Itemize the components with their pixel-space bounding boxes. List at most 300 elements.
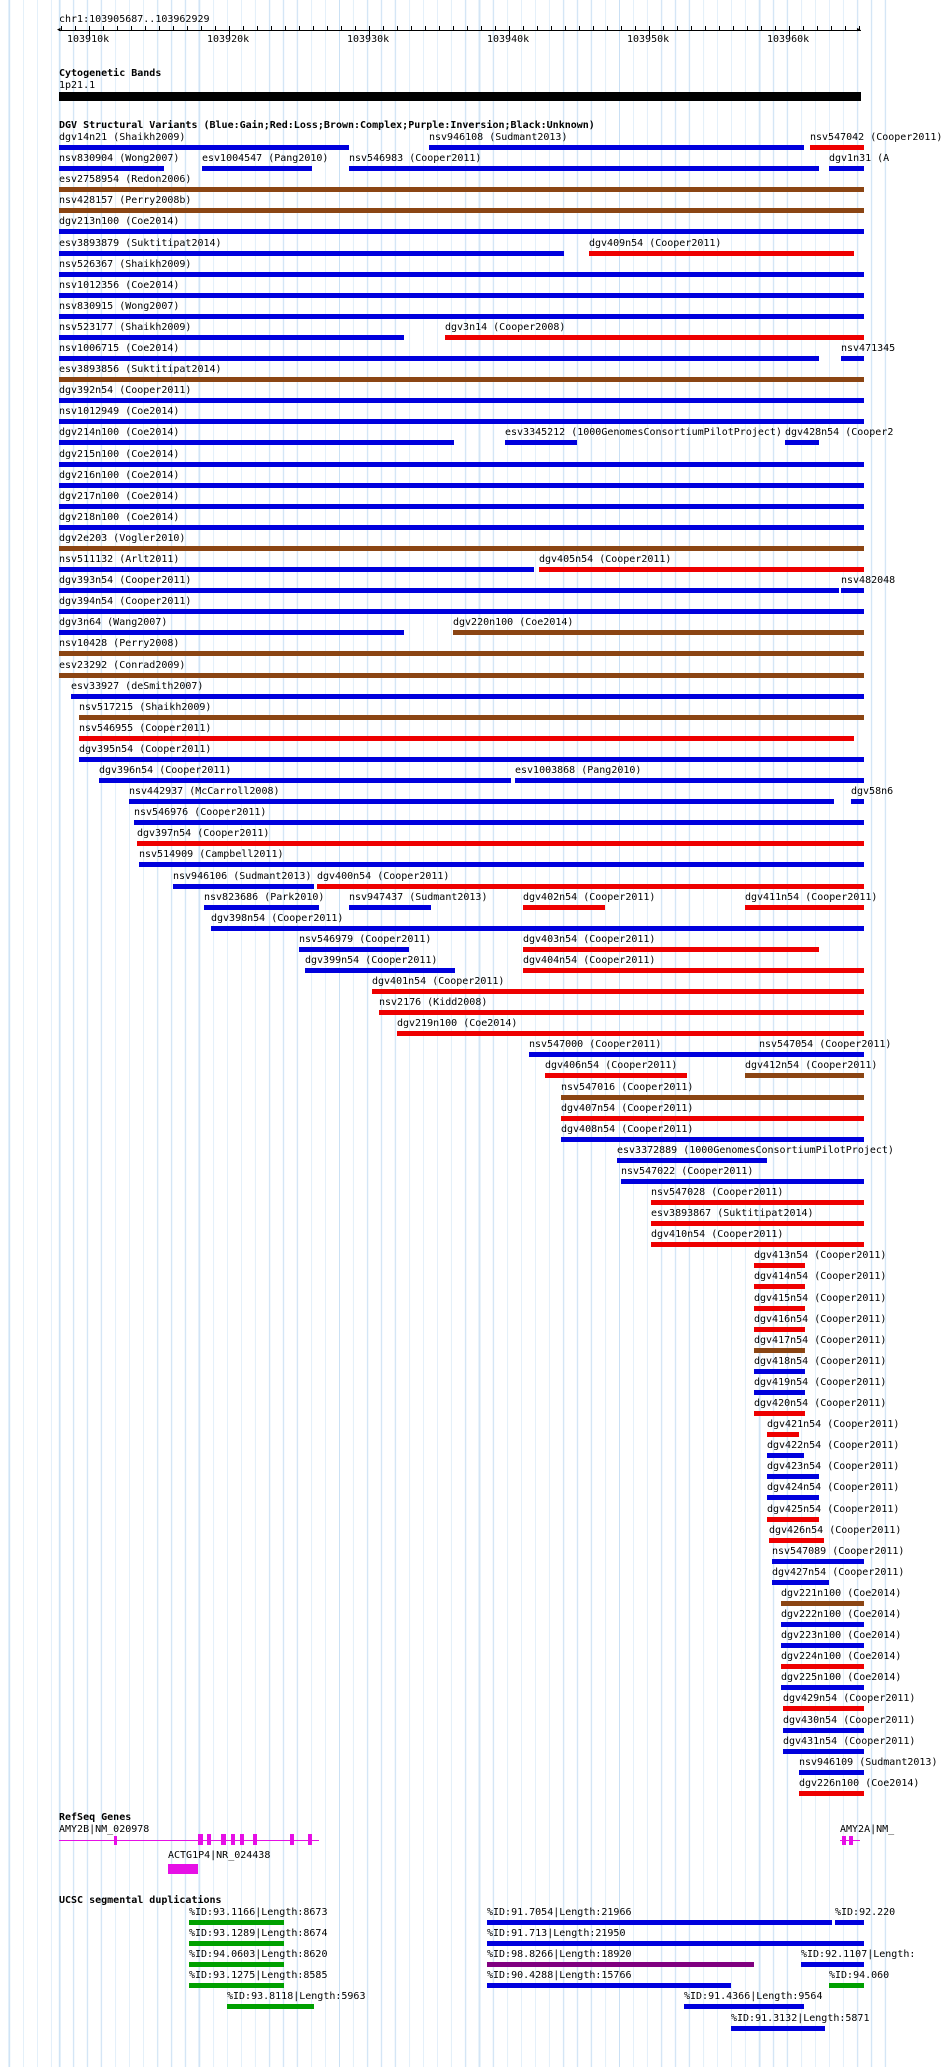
structural-variant-label[interactable]: dgv225n100 (Coe2014) — [781, 1672, 902, 1684]
structural-variant-label[interactable]: nsv830915 (Wong2007) — [59, 300, 180, 312]
structural-variant-bar[interactable] — [59, 588, 839, 593]
structural-variant-bar[interactable] — [561, 1137, 864, 1142]
ruler-minor-tick — [243, 26, 244, 30]
structural-variant-label[interactable]: dgv405n54 (Cooper2011) — [539, 554, 672, 565]
structural-variant-label[interactable]: dgv402n54 (Cooper2011) — [523, 891, 656, 903]
segmental-duplication-label[interactable]: %ID:90.4288|Length:15766 — [487, 1970, 632, 1982]
structural-variant-label[interactable]: dgv424n54 (Cooper2011) — [767, 1482, 900, 1494]
structural-variant-label[interactable]: dgv392n54 (Cooper2011) — [59, 385, 192, 397]
structural-variant-label[interactable]: dgv395n54 (Cooper2011) — [79, 743, 212, 755]
structural-variant-label[interactable]: dgv420n54 (Cooper2011) — [754, 1398, 887, 1409]
structural-variant-label[interactable]: nsv547054 (Cooper2011) — [759, 1039, 892, 1051]
ruler-minor-tick — [327, 26, 328, 30]
ruler-minor-tick — [663, 26, 664, 30]
gene-amy2b-exon — [114, 1836, 117, 1845]
structural-variant-bar[interactable] — [299, 947, 409, 952]
ruler-minor-tick — [817, 26, 818, 30]
structural-variant-bar[interactable] — [523, 968, 864, 973]
ruler-tick-label: 103960k — [767, 34, 810, 45]
structural-variant-bar[interactable] — [305, 968, 455, 973]
structural-variant-bar[interactable] — [767, 1432, 799, 1437]
structural-variant-bar[interactable] — [781, 1643, 864, 1648]
ruler-minor-tick — [411, 26, 412, 30]
structural-variant-bar[interactable] — [529, 1052, 759, 1057]
structural-variant-bar[interactable] — [59, 398, 864, 403]
gene-label-amy2b[interactable]: AMY2B|NM_020978 — [59, 1824, 150, 1835]
ruler-minor-tick — [719, 26, 720, 30]
segmental-duplication-label[interactable]: %ID:98.8266|Length:18920 — [487, 1949, 632, 1961]
structural-variant-bar[interactable] — [349, 905, 431, 910]
structural-variant-bar[interactable] — [841, 356, 864, 361]
structural-variant-label[interactable]: dgv427n54 (Cooper2011) — [772, 1566, 905, 1578]
segmental-duplication-label[interactable]: %ID:91.713|Length:21950 — [487, 1928, 626, 1940]
structural-variant-bar[interactable] — [59, 377, 864, 382]
structural-variant-bar[interactable] — [445, 335, 864, 340]
structural-variant-label[interactable]: dgv215n100 (Coe2014) — [59, 448, 180, 460]
segmental-duplication-bar[interactable] — [487, 1941, 864, 1946]
segmental-duplication-bar[interactable] — [684, 2004, 804, 2009]
structural-variant-label[interactable]: nsv546955 (Cooper2011) — [79, 722, 212, 734]
ruler-minor-tick — [467, 26, 468, 30]
ruler-minor-tick — [187, 26, 188, 30]
structural-variant-bar[interactable] — [79, 715, 864, 720]
structural-variant-label[interactable]: esv3893879 (Suktitipat2014) — [59, 237, 222, 249]
structural-variant-label[interactable]: dgv213n100 (Coe2014) — [59, 216, 180, 228]
ruler-minor-tick — [607, 26, 608, 30]
structural-variant-label[interactable]: dgv393n54 (Cooper2011) — [59, 575, 192, 587]
structural-variant-bar[interactable] — [71, 694, 864, 699]
structural-variant-label[interactable]: dgv408n54 (Cooper2011) — [561, 1123, 694, 1135]
segmental-duplication-label[interactable]: %ID:93.8118|Length:5963 — [227, 1991, 366, 2003]
ruler-left-arrow-icon[interactable]: ◂ — [56, 25, 62, 35]
structural-variant-label[interactable]: dgv397n54 (Cooper2011) — [137, 828, 270, 840]
structural-variant-bar[interactable] — [59, 208, 864, 213]
structural-variant-bar[interactable] — [317, 884, 864, 889]
segmental-duplication-bar[interactable] — [189, 1983, 284, 1988]
structural-variant-bar[interactable] — [754, 1369, 805, 1374]
ruler-right-arrow-icon[interactable]: ▸ — [856, 25, 862, 35]
structural-variant-bar[interactable] — [781, 1685, 864, 1690]
ruler-minor-tick — [803, 26, 804, 30]
refseq-track-title: RefSeq Genes — [59, 1812, 132, 1823]
structural-variant-label[interactable]: dgv220n100 (Coe2014) — [453, 617, 574, 629]
segmental-duplication-bar[interactable] — [829, 1983, 864, 1988]
ruler-axis — [59, 30, 861, 31]
structural-variant-label[interactable]: dgv425n54 (Cooper2011) — [767, 1503, 900, 1515]
structural-variant-bar[interactable] — [754, 1263, 805, 1268]
structural-variant-bar[interactable] — [754, 1306, 805, 1311]
structural-variant-bar[interactable] — [349, 166, 819, 171]
structural-variant-label[interactable]: esv3893867 (Suktitipat2014) — [651, 1208, 814, 1220]
segmental-duplication-label[interactable]: %ID:93.1166|Length:8673 — [189, 1907, 328, 1918]
structural-variant-label[interactable]: dgv224n100 (Coe2014) — [781, 1651, 902, 1663]
structural-variant-label[interactable]: nsv511132 (Arlt2011) — [59, 554, 180, 565]
structural-variant-bar[interactable] — [59, 166, 164, 171]
ruler-minor-tick — [439, 26, 440, 30]
structural-variant-bar[interactable] — [617, 1158, 767, 1163]
structural-variant-label[interactable]: nsv523177 (Shaikh2009) — [59, 321, 192, 333]
ruler-tick-label: 103950k — [627, 34, 670, 45]
gene-label-amy2a[interactable]: AMY2A|NM_ — [840, 1824, 895, 1835]
structural-variant-bar[interactable] — [785, 440, 819, 445]
ruler-minor-tick — [775, 26, 776, 30]
segmental-duplication-bar[interactable] — [487, 1962, 754, 1967]
structural-variant-bar[interactable] — [772, 1559, 864, 1564]
structural-variant-bar[interactable] — [129, 799, 834, 804]
structural-variant-bar[interactable] — [745, 905, 864, 910]
structural-variant-bar[interactable] — [59, 187, 864, 192]
structural-variant-bar[interactable] — [59, 272, 864, 277]
structural-variant-label[interactable]: nsv547016 (Cooper2011) — [561, 1081, 694, 1093]
structural-variant-label[interactable]: dgv429n54 (Cooper2011) — [783, 1693, 916, 1705]
ruler-minor-tick — [789, 26, 790, 30]
ruler-minor-tick — [341, 26, 342, 30]
structural-variant-bar[interactable] — [759, 1052, 864, 1057]
structural-variant-bar[interactable] — [621, 1179, 864, 1184]
structural-variant-bar[interactable] — [754, 1284, 805, 1289]
segmental-duplication-bar[interactable] — [189, 1962, 284, 1967]
structural-variant-bar[interactable] — [545, 1073, 687, 1078]
ruler-minor-tick — [299, 26, 300, 30]
gene-label-actg1p4[interactable]: ACTG1P4|NR_024438 — [168, 1850, 271, 1861]
structural-variant-label[interactable]: dgv3n14 (Cooper2008) — [445, 321, 566, 333]
structural-variant-bar[interactable] — [754, 1348, 805, 1353]
gene-amy2b-exon — [290, 1834, 294, 1845]
structural-variant-bar[interactable] — [783, 1728, 864, 1733]
structural-variant-label[interactable]: nsv547042 (Cooper2011) — [810, 132, 942, 143]
structural-variant-bar[interactable] — [79, 736, 854, 741]
structural-variant-bar[interactable] — [799, 1791, 864, 1796]
structural-variant-bar[interactable] — [539, 567, 864, 572]
structural-variant-bar[interactable] — [202, 166, 312, 171]
structural-variant-bar[interactable] — [59, 546, 864, 551]
gene-amy2b-exon — [253, 1834, 257, 1845]
ruler-minor-tick — [551, 26, 552, 30]
structural-variant-bar[interactable] — [515, 778, 864, 783]
segmental-duplication-label[interactable]: %ID:92.220 — [835, 1907, 896, 1918]
structural-variant-bar[interactable] — [59, 630, 404, 635]
structural-variant-bar[interactable] — [841, 588, 864, 593]
ruler-minor-tick — [103, 26, 104, 30]
structural-variant-bar[interactable] — [372, 989, 864, 994]
structural-variant-label[interactable]: nsv547028 (Cooper2011) — [651, 1187, 784, 1198]
structural-variant-label[interactable]: dgv417n54 (Cooper2011) — [754, 1334, 887, 1346]
structural-variant-bar[interactable] — [589, 251, 854, 256]
segmental-duplication-label[interactable]: %ID:94.060 — [829, 1970, 890, 1982]
structural-variant-label[interactable]: esv2758954 (Redon2006) — [59, 174, 192, 186]
structural-variant-label[interactable]: dgv3n64 (Wang2007) — [59, 617, 168, 629]
structural-variant-bar[interactable] — [59, 462, 864, 467]
structural-variant-label[interactable]: nsv947437 (Sudmant2013) — [349, 891, 488, 903]
gene-amy2b-exon — [308, 1834, 312, 1845]
structural-variant-bar[interactable] — [59, 356, 819, 361]
structural-variant-label[interactable]: dgv414n54 (Cooper2011) — [754, 1271, 887, 1283]
structural-variant-label[interactable]: nsv482048 — [841, 575, 896, 587]
structural-variant-label[interactable]: nsv526367 (Shaikh2009) — [59, 258, 192, 270]
structural-variant-bar[interactable] — [745, 1073, 864, 1078]
structural-variant-label[interactable]: nsv10428 (Perry2008) — [59, 638, 180, 650]
segmental-duplication-bar[interactable] — [189, 1941, 284, 1946]
ruler-minor-tick — [635, 26, 636, 30]
structural-variant-label[interactable]: dgv222n100 (Coe2014) — [781, 1609, 902, 1620]
structural-variant-bar[interactable] — [59, 567, 534, 572]
structural-variant-label[interactable]: dgv396n54 (Cooper2011) — [99, 765, 232, 776]
cytoband-label: 1p21.1 — [59, 80, 96, 91]
structural-variant-label[interactable]: nsv1006715 (Coe2014) — [59, 343, 180, 354]
structural-variant-bar[interactable] — [173, 884, 314, 889]
structural-variant-label[interactable]: dgv413n54 (Cooper2011) — [754, 1250, 887, 1262]
segmental-duplication-bar[interactable] — [189, 1920, 284, 1925]
location-label: chr1:103905687..103962929 — [59, 14, 210, 25]
structural-variant-bar[interactable] — [561, 1095, 864, 1100]
structural-variant-label[interactable]: esv1003868 (Pang2010) — [515, 765, 642, 776]
structural-variant-label[interactable]: dgv410n54 (Cooper2011) — [651, 1229, 784, 1241]
segmental-duplication-bar[interactable] — [835, 1920, 864, 1925]
structural-variant-label[interactable]: nsv830904 (Wong2007) — [59, 153, 180, 165]
structural-variant-bar[interactable] — [767, 1453, 804, 1458]
structural-variant-label[interactable]: nsv547089 (Cooper2011) — [772, 1545, 905, 1557]
gene-amy2a-exon — [842, 1836, 846, 1845]
structural-variant-label[interactable]: nsv2176 (Kidd2008) — [379, 997, 488, 1009]
segmental-duplication-bar[interactable] — [731, 2026, 825, 2031]
structural-variant-bar[interactable] — [767, 1474, 819, 1479]
structural-variant-label[interactable]: dgv423n54 (Cooper2011) — [767, 1461, 900, 1473]
structural-variant-bar[interactable] — [211, 926, 864, 931]
structural-variant-bar[interactable] — [523, 947, 819, 952]
structural-variant-bar[interactable] — [783, 1749, 864, 1754]
structural-variant-label[interactable]: dgv400n54 (Cooper2011) — [317, 870, 450, 882]
structural-variant-bar[interactable] — [397, 1031, 864, 1036]
ruler-minor-tick — [733, 26, 734, 30]
dgv-track-title: DGV Structural Variants (Blue:Gain;Red:Loss;Brown:Complex;Purple:Inversion;Black:Unknown) — [59, 120, 595, 131]
structural-variant-bar[interactable] — [379, 1010, 864, 1015]
gene-amy2b-exon — [221, 1834, 226, 1845]
structural-variant-bar[interactable] — [781, 1622, 864, 1627]
structural-variant-label[interactable]: dgv406n54 (Cooper2011) — [545, 1060, 678, 1072]
structural-variant-bar[interactable] — [79, 757, 864, 762]
ruler-tick-label: 103910k — [67, 34, 110, 45]
structural-variant-label[interactable]: dgv430n54 (Cooper2011) — [783, 1714, 916, 1726]
structural-variant-label[interactable]: dgv216n100 (Coe2014) — [59, 469, 180, 481]
structural-variant-bar[interactable] — [651, 1221, 864, 1226]
structural-variant-bar[interactable] — [783, 1706, 864, 1711]
structural-variant-label[interactable]: esv1004547 (Pang2010) — [202, 153, 329, 165]
cytobands-track-title: Cytogenetic Bands — [59, 68, 162, 79]
structural-variant-label[interactable]: dgv218n100 (Coe2014) — [59, 511, 180, 523]
structural-variant-bar[interactable] — [781, 1664, 864, 1669]
structural-variant-label[interactable]: dgv399n54 (Cooper2011) — [305, 954, 438, 966]
structural-variant-label[interactable]: dgv431n54 (Cooper2011) — [783, 1735, 916, 1747]
structural-variant-bar[interactable] — [139, 862, 864, 867]
ruler-minor-tick — [621, 26, 622, 30]
structural-variant-bar[interactable] — [523, 905, 605, 910]
structural-variant-label[interactable]: nsv1012949 (Coe2014) — [59, 406, 180, 418]
structural-variant-bar[interactable] — [204, 905, 319, 910]
ruler-minor-tick — [355, 26, 356, 30]
structural-variant-label[interactable]: nsv471345 — [841, 343, 896, 354]
structural-variant-bar[interactable] — [59, 314, 864, 319]
structural-variant-bar[interactable] — [59, 440, 454, 445]
structural-variant-bar[interactable] — [59, 251, 564, 256]
structural-variant-bar[interactable] — [59, 673, 864, 678]
structural-variant-label[interactable]: esv3893856 (Suktitipat2014) — [59, 364, 222, 376]
structural-variant-bar[interactable] — [59, 525, 864, 530]
ruler-minor-tick — [285, 26, 286, 30]
structural-variant-label[interactable]: nsv442937 (McCarroll2008) — [129, 786, 280, 798]
structural-variant-bar[interactable] — [767, 1495, 819, 1500]
structural-variant-label[interactable]: dgv416n54 (Cooper2011) — [754, 1313, 887, 1325]
ruler-minor-tick — [453, 26, 454, 30]
ruler-minor-tick — [747, 26, 748, 30]
structural-variant-bar[interactable] — [769, 1538, 824, 1543]
ruler-minor-tick — [75, 26, 76, 30]
ruler-minor-tick — [649, 26, 650, 30]
structural-variant-label[interactable]: dgv409n54 (Cooper2011) — [589, 237, 722, 249]
structural-variant-label[interactable]: dgv422n54 (Cooper2011) — [767, 1440, 900, 1452]
structural-variant-label[interactable]: dgv2e203 (Vogler2010) — [59, 532, 186, 544]
structural-variant-label[interactable]: nsv946108 (Sudmant2013) — [429, 132, 568, 143]
structural-variant-label[interactable]: nsv428157 (Perry2008b) — [59, 195, 192, 207]
structural-variant-bar[interactable] — [59, 145, 349, 150]
structural-variant-bar[interactable] — [59, 483, 864, 488]
ruler-tick-label: 103930k — [347, 34, 390, 45]
ruler-minor-tick — [117, 26, 118, 30]
ruler-tick-label: 103920k — [207, 34, 250, 45]
structural-variant-label[interactable]: nsv546983 (Cooper2011) — [349, 153, 482, 165]
structural-variant-bar[interactable] — [99, 778, 511, 783]
ruler-minor-tick — [845, 26, 846, 30]
structural-variant-label[interactable]: nsv547022 (Cooper2011) — [621, 1165, 754, 1177]
structural-variant-bar[interactable] — [754, 1327, 805, 1332]
structural-variant-bar[interactable] — [59, 293, 864, 298]
structural-variant-label[interactable]: dgv401n54 (Cooper2011) — [372, 976, 505, 987]
structural-variant-label[interactable]: dgv419n54 (Cooper2011) — [754, 1376, 887, 1388]
structural-variant-bar[interactable] — [59, 609, 864, 614]
segdup-track-title: UCSC segmental duplications — [59, 1895, 222, 1906]
structural-variant-bar[interactable] — [851, 799, 864, 804]
segmental-duplication-bar[interactable] — [801, 1962, 864, 1967]
gene-amy2b-intron[interactable] — [59, 1840, 319, 1841]
gene-actg1p4-exon[interactable] — [168, 1864, 198, 1874]
ruler-minor-tick — [831, 26, 832, 30]
structural-variant-label[interactable]: dgv217n100 (Coe2014) — [59, 490, 180, 502]
structural-variant-label[interactable]: dgv421n54 (Cooper2011) — [767, 1419, 900, 1431]
structural-variant-bar[interactable] — [767, 1517, 819, 1522]
ruler-minor-tick — [173, 26, 174, 30]
structural-variant-label[interactable]: dgv403n54 (Cooper2011) — [523, 933, 656, 945]
structural-variant-label[interactable]: nsv946106 (Sudmant2013) — [173, 870, 312, 882]
structural-variant-label[interactable]: dgv428n54 (Cooper2 — [785, 427, 894, 439]
structural-variant-label[interactable]: esv3372889 (1000GenomesConsortiumPilotProject) — [617, 1144, 894, 1156]
structural-variant-bar[interactable] — [754, 1411, 805, 1416]
structural-variant-bar[interactable] — [59, 504, 864, 509]
segmental-duplication-label[interactable]: %ID:91.7054|Length:21966 — [487, 1907, 632, 1918]
structural-variant-label[interactable]: nsv946109 (Sudmant2013) — [799, 1756, 938, 1768]
structural-variant-bar[interactable] — [134, 820, 864, 825]
segmental-duplication-label[interactable]: %ID:93.1289|Length:8674 — [189, 1928, 328, 1940]
ruler-minor-tick — [215, 26, 216, 30]
ruler-minor-tick — [369, 26, 370, 30]
structural-variant-label[interactable]: dgv412n54 (Cooper2011) — [745, 1060, 878, 1072]
structural-variant-bar[interactable] — [772, 1580, 829, 1585]
structural-variant-bar[interactable] — [429, 145, 804, 150]
structural-variant-bar[interactable] — [829, 166, 864, 171]
structural-variant-label[interactable]: nsv517215 (Shaikh2009) — [79, 701, 212, 713]
segmental-duplication-bar[interactable] — [227, 2004, 314, 2009]
structural-variant-bar[interactable] — [754, 1390, 805, 1395]
structural-variant-label[interactable]: dgv214n100 (Coe2014) — [59, 427, 180, 439]
segmental-duplication-label[interactable]: %ID:94.0603|Length:8620 — [189, 1949, 328, 1961]
structural-variant-bar[interactable] — [781, 1601, 864, 1606]
ruler-minor-tick — [481, 26, 482, 30]
structural-variant-label[interactable]: dgv411n54 (Cooper2011) — [745, 891, 878, 903]
structural-variant-bar[interactable] — [59, 651, 864, 656]
segmental-duplication-label[interactable]: %ID:91.4366|Length:9564 — [684, 1991, 823, 2003]
structural-variant-bar[interactable] — [59, 419, 864, 424]
segmental-duplication-label[interactable]: %ID:93.1275|Length:8585 — [189, 1970, 328, 1982]
structural-variant-label[interactable]: dgv219n100 (Coe2014) — [397, 1018, 518, 1030]
gene-amy2b-exon — [198, 1834, 203, 1845]
structural-variant-label[interactable]: nsv546979 (Cooper2011) — [299, 933, 432, 945]
structural-variant-label[interactable]: dgv394n54 (Cooper2011) — [59, 596, 192, 608]
structural-variant-label[interactable]: dgv426n54 (Cooper2011) — [769, 1524, 902, 1536]
structural-variant-label[interactable]: dgv226n100 (Coe2014) — [799, 1777, 920, 1789]
structural-variant-label[interactable]: dgv418n54 (Cooper2011) — [754, 1355, 887, 1367]
structural-variant-label[interactable]: nsv823686 (Park2010) — [204, 891, 325, 903]
structural-variant-label[interactable]: dgv398n54 (Cooper2011) — [211, 912, 344, 924]
structural-variant-bar[interactable] — [453, 630, 864, 635]
structural-variant-bar[interactable] — [651, 1200, 864, 1205]
structural-variant-label[interactable]: dgv14n21 (Shaikh2009) — [59, 132, 186, 143]
structural-variant-label[interactable]: nsv514909 (Campbell2011) — [139, 849, 284, 861]
structural-variant-label[interactable]: esv23292 (Conrad2009) — [59, 659, 186, 671]
structural-variant-bar[interactable] — [137, 841, 864, 846]
structural-variant-label[interactable]: dgv1n31 (A — [829, 153, 890, 165]
structural-variant-label[interactable]: nsv546976 (Cooper2011) — [134, 807, 267, 819]
structural-variant-bar[interactable] — [505, 440, 577, 445]
structural-variant-bar[interactable] — [799, 1770, 864, 1775]
ruler-minor-tick — [579, 26, 580, 30]
segmental-duplication-bar[interactable] — [487, 1983, 731, 1988]
structural-variant-bar[interactable] — [561, 1116, 864, 1121]
ruler-minor-tick — [509, 26, 510, 30]
structural-variant-label[interactable]: nsv547000 (Cooper2011) — [529, 1039, 662, 1051]
gene-amy2a-exon — [849, 1836, 853, 1845]
structural-variant-label[interactable]: dgv58n6 — [851, 786, 894, 798]
structural-variant-label[interactable]: dgv221n100 (Coe2014) — [781, 1587, 902, 1599]
segmental-duplication-label[interactable]: %ID:92.1107|Length: — [801, 1949, 916, 1961]
structural-variant-bar[interactable] — [59, 229, 864, 234]
structural-variant-label[interactable]: dgv407n54 (Cooper2011) — [561, 1102, 694, 1114]
ruler-minor-tick — [131, 26, 132, 30]
ruler-minor-tick — [761, 26, 762, 30]
structural-variant-bar[interactable] — [59, 335, 404, 340]
structural-variant-bar[interactable] — [651, 1242, 864, 1247]
ruler-minor-tick — [257, 26, 258, 30]
ruler-minor-tick — [383, 26, 384, 30]
ruler-minor-tick — [565, 26, 566, 30]
segmental-duplication-bar[interactable] — [487, 1920, 832, 1925]
segmental-duplication-label[interactable]: %ID:91.3132|Length:5871 — [731, 2012, 870, 2024]
structural-variant-label[interactable]: esv3345212 (1000GenomesConsortiumPilotProject) — [505, 427, 782, 439]
structural-variant-label[interactable]: esv33927 (deSmith2007) — [71, 680, 204, 692]
structural-variant-label[interactable]: nsv1012356 (Coe2014) — [59, 279, 180, 291]
structural-variant-label[interactable]: dgv223n100 (Coe2014) — [781, 1630, 902, 1642]
structural-variant-label[interactable]: dgv404n54 (Cooper2011) — [523, 954, 656, 966]
structural-variant-label[interactable]: dgv415n54 (Cooper2011) — [754, 1292, 887, 1304]
structural-variant-bar[interactable] — [810, 145, 864, 150]
ruler-minor-tick — [271, 26, 272, 30]
